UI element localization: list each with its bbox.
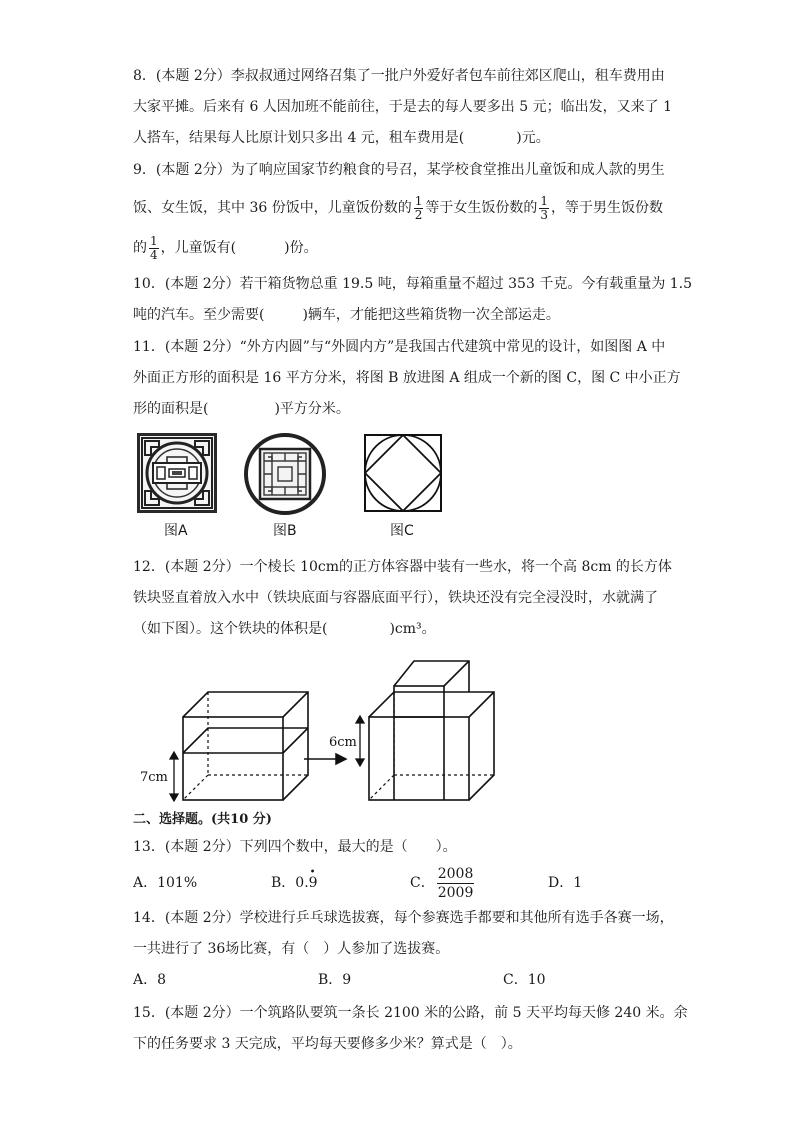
q12-line3-end: )cm³。 [389,621,436,637]
dimension-label-6cm: 6cm [329,735,357,750]
q8-line2: 大家平摊。后来有 6 人因加班不能前往，于是去的每人要多出 5 元；临出发，又来了 1 [133,99,672,115]
q11-line2: 外面正方形的面积是 16 平方分米，将图 B 放进图 A 组成一个新的图 C，图 C 中小正方 [133,370,681,386]
q9-line2 [133,192,673,224]
q10-line2-text: 吨的汽车。至少需要( [133,307,265,323]
repeating-decimal-digit: • 9 [309,873,318,893]
q15-line2: 下的任务要求 3 天完成，平均每天要修多少米？算式是（ ）。 [133,1036,522,1052]
q11-line3 [133,399,673,419]
fraction-one-third: $\frac{1}{3}$ [540,193,548,222]
section-title: 二、选择题。(共10 分) [133,812,272,827]
q13-option-d[interactable]: D．1 [548,875,583,891]
q13-option-b[interactable]: B．0.• 9 [271,873,318,893]
q10-line1: 10．(本题 2分）若干箱货物总重 19.5 吨，每箱重量不超过 353 千克。今有载重量为 1.5 [133,276,693,292]
q14-option-c[interactable]: C．10 [503,972,546,988]
q13-option-c[interactable]: C． $\frac{2008}{2009}$ [410,865,474,901]
q14-option-a[interactable]: A．8 [133,972,167,988]
q12-line2: 铁块竖直着放入水中（铁块底面与容器底面平行），铁块还没有完全浸没时，水就满了 [133,590,658,606]
figure-a-caption: 图A [164,523,188,539]
q9-line3 [133,232,673,264]
q15-line1: 15．(本题 2分）一个筑路队要筑一条长 2100 米的公路，前 5 天平均每天修 240 米。余 [133,1005,688,1021]
figure-a-lattice-square [137,433,217,513]
q10-line2 [133,305,673,325]
q14-line2: 一共进行了 36场比赛，有（ ）人参加了选拔赛。 [133,941,450,957]
q13-stem: 13．(本题 2分）下列四个数中，最大的是（ ）。 [133,839,457,855]
dimension-label-7cm: 7cm [140,770,168,785]
q8-line3 [133,128,673,148]
q13-option-a[interactable]: A．101% [133,875,198,891]
q9-line3-text: 的 [133,240,147,256]
q14-line1: 14．(本题 2分）学校进行乒乓球选拔赛，每个参赛选手都要和其他所有选手各赛一场， [133,910,674,926]
q8-line3-text: 人搭车，结果每人比原计划只多出 4 元，租车费用是( [133,130,465,146]
q9-line2-mid: 等于女生饭份数的 [425,200,538,216]
q11-line1: 11．(本题 2分）“外方内圆”与“外圆内方”是我国古代建筑中常见的设计，如图图 A 中 [133,339,666,355]
figure-b-caption: 图B [273,523,297,539]
figure-c-caption: 图C [390,523,414,539]
fraction-2008-2009: $\frac{2008}{2009}$ [437,865,474,901]
q12-line3 [133,619,673,639]
cube-container-diagram [136,655,496,805]
q11-line3-text: 形的面积是( [133,401,209,417]
q12-line1: 12．(本题 2分）一个棱长 10cm的正方体容器中装有一些水，将一个高 8cm 的长方体 [133,559,672,575]
q8-line3-end: )元。 [516,130,550,146]
q9-line3-end: )份。 [284,240,318,256]
q9-line1: 9．(本题 2分）为了响应国家节约粮食的号召，某学校食堂推出儿童饭和成人款的男生 [133,162,665,178]
q14-option-b[interactable]: B．9 [318,972,352,988]
fraction-one-half: $\frac{1}{2}$ [414,193,423,222]
q9-line2-end: ，等于男生饭份数 [551,200,663,216]
q12-line3-text: （如下图）。这个铁块的体积是( [133,621,328,637]
figure-c-geometry [364,434,442,512]
q9-line3-mid: ，儿童饭有( [160,240,237,256]
q8-line1: 8．(本题 2分）李叔叔通过网络召集了一批户外爱好者包车前往郊区爬山，租车费用由 [133,68,665,84]
q10-line2-end: )辆车，才能把这些箱货物一次全部运走。 [302,307,560,323]
q11-line3-end: )平方分米。 [274,401,350,417]
fraction-one-quarter: $\frac{1}{4}$ [150,233,158,262]
q9-line2-text: 饭、女生饭，其中 36 份饭中，儿童饭份数的 [133,200,412,216]
figure-b-circle-lattice [244,433,326,515]
